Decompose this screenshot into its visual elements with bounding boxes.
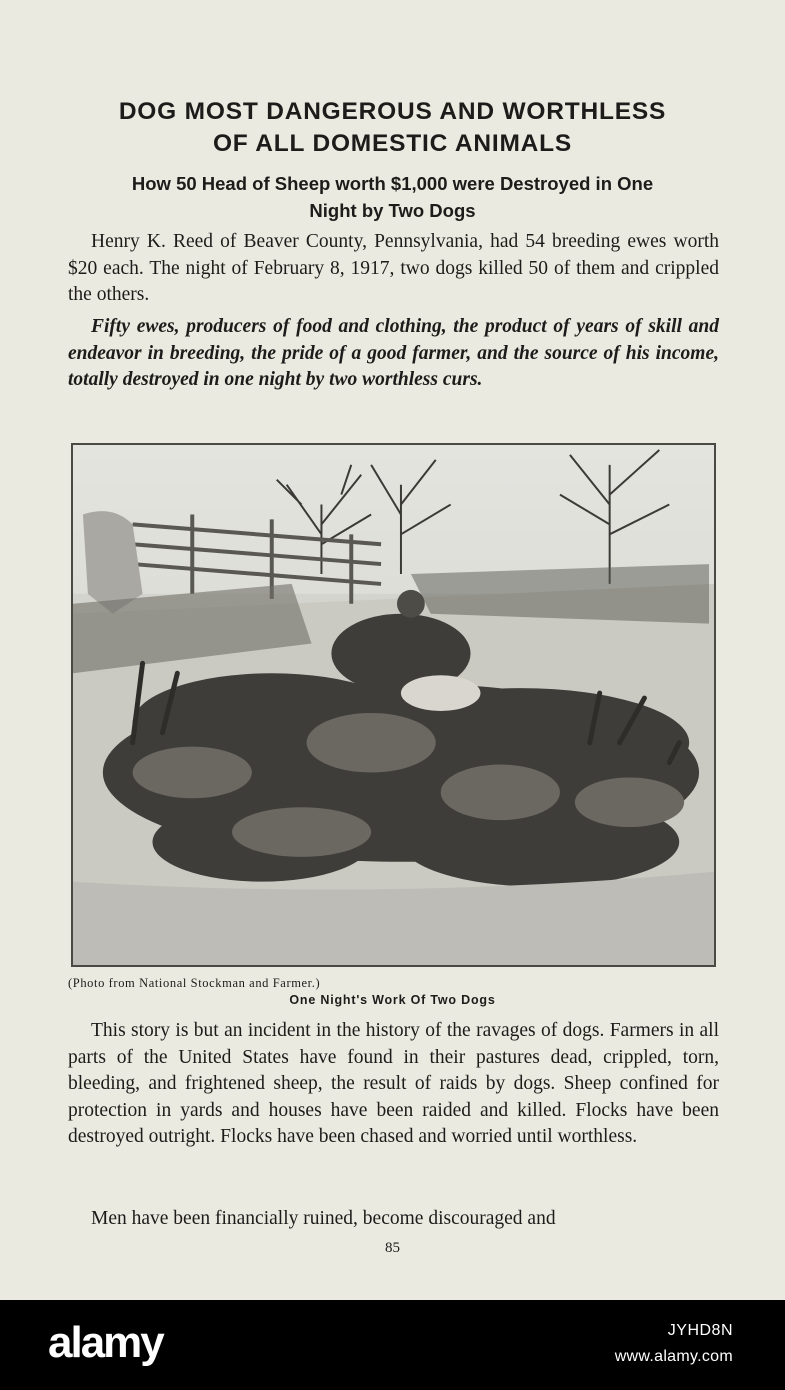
- alamy-logo: alamy: [48, 1318, 163, 1367]
- article-subtitle: [60, 170, 725, 224]
- subtitle-line-1: How 50 Head of Sheep worth $1,000 were Destroyed in One: [131, 173, 654, 194]
- watermark-footer: [0, 1300, 785, 1390]
- paragraph-ruined: Men have been financially ruined, become discouraged and: [91, 1208, 556, 1229]
- stock-site-url: www.alamy.com: [614, 1348, 733, 1365]
- page-number: 85: [385, 1240, 400, 1256]
- paragraph-intro: Henry K. Reed of Beaver County, Pennsylvania, had 54 breeding ewes worth $20 each. The night of February 8, 1917, two dogs killed 50 of them and crippled the others.: [68, 231, 719, 305]
- paragraph-ravages: This story is but an incident in the history of the ravages of dogs. Farmers in all parts of the United States have found in their pastures dead, crippled, torn, bleeding, and frightened sheep, the result of raids by dogs. Sheep confined for protection in yards and houses have been raided and killed. Flocks have been destroyed outright. Flocks have been chased and worried until worthless.: [68, 1020, 719, 1147]
- photo-credit: (Photo from National Stockman and Farmer.): [68, 976, 321, 990]
- title-line-1: DOG MOST DANGEROUS AND WORTHLESS: [118, 98, 667, 125]
- photo-illustration: [73, 445, 714, 965]
- photo-caption: One Night's Work Of Two Dogs: [289, 993, 496, 1007]
- article-title: [40, 96, 745, 160]
- subtitle-line-2: Night by Two Dogs: [309, 200, 476, 221]
- photograph-dead-sheep: [71, 443, 716, 967]
- paragraph-emphasis: Fifty ewes, producers of food and clothing, the product of years of skill and endeavor in breeding, the pride of a good farmer, and the source of his income, totally destroyed in one night by two worthless curs.: [68, 316, 719, 390]
- stock-image-id: JYHD8N: [667, 1322, 733, 1339]
- title-line-2: OF ALL DOMESTIC ANIMALS: [212, 130, 573, 157]
